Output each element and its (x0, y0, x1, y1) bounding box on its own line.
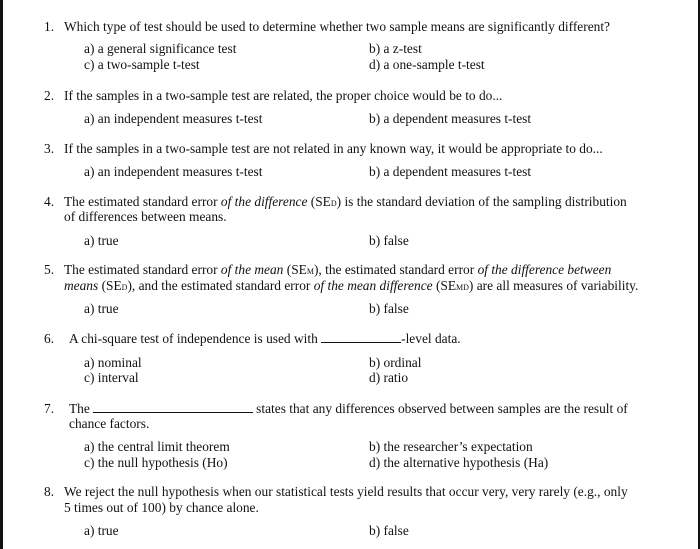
left-border (0, 0, 3, 549)
option-a[interactable]: a) the central limit theorem (84, 439, 230, 454)
question-text: If the samples in a two-sample test are related, the proper choice would be to do... (64, 88, 503, 103)
option-b[interactable]: b) ordinal (369, 355, 422, 370)
option-a[interactable]: a) a general significance test (84, 41, 237, 56)
subscript: MD (456, 283, 469, 292)
option-d[interactable]: d) a one-sample t-test (369, 57, 485, 72)
subscript: D (330, 199, 337, 208)
option-a[interactable]: a) true (84, 233, 119, 248)
question-text (64, 262, 611, 278)
text: The (69, 401, 94, 416)
question-number: 2. (44, 88, 55, 103)
option-b[interactable]: b) a dependent measures t-test (369, 111, 532, 126)
text: ) is the standard deviation of the sampling distribution (336, 194, 627, 209)
text: A chi-square test of independence is used with (69, 331, 322, 346)
question-text: If the samples in a two-sample test are not related in any known way, it would be appropriate to do... (64, 141, 603, 156)
italic-term: of the difference (220, 194, 308, 209)
option-c[interactable]: c) the null hypothesis (Ho) (84, 455, 228, 470)
question-text-cont (64, 278, 638, 294)
option-c[interactable]: c) a two-sample t-test (84, 57, 200, 72)
option-b[interactable]: b) false (369, 233, 409, 248)
option-a[interactable]: a) true (84, 301, 119, 316)
question-text-cont: 5 times out of 100) by chance alone. (64, 500, 259, 515)
fill-in-blank[interactable] (93, 401, 253, 413)
text: (SE (283, 262, 307, 277)
italic-term: of the mean difference (313, 278, 433, 293)
option-a[interactable]: a) true (84, 523, 119, 538)
question-text (69, 331, 461, 347)
question-text-cont: chance factors. (69, 416, 150, 431)
option-c[interactable]: c) interval (84, 370, 139, 385)
subscript: D (121, 283, 128, 292)
text: The estimated standard error (64, 262, 221, 277)
italic-term: of the difference between (477, 262, 612, 277)
text: (SE (432, 278, 457, 293)
subscript: M (306, 267, 314, 276)
option-a[interactable]: a) an independent measures t-test (84, 111, 263, 126)
italic-term: means (64, 278, 99, 293)
option-b[interactable]: b) a z-test (369, 41, 422, 56)
option-a[interactable]: a) nominal (84, 355, 142, 370)
question-number: 3. (44, 141, 55, 156)
fill-in-blank[interactable] (321, 331, 401, 343)
text: (SE (98, 278, 122, 293)
option-b[interactable]: b) false (369, 301, 409, 316)
text: ), and the estimated standard error (127, 278, 314, 293)
text: The estimated standard error (64, 194, 221, 209)
question-number: 1. (44, 19, 55, 34)
text: -level data. (401, 331, 461, 346)
question-number: 5. (44, 262, 55, 277)
option-d[interactable]: d) the alternative hypothesis (Ha) (369, 455, 549, 470)
question-text: Which type of test should be used to determine whether two sample means are significantly different? (64, 19, 610, 34)
question-text-cont: of differences between means. (64, 209, 227, 224)
option-b[interactable]: b) the researcher’s expectation (369, 439, 533, 454)
option-b[interactable]: b) a dependent measures t-test (369, 164, 532, 179)
option-d[interactable]: d) ratio (369, 370, 409, 385)
question-number: 4. (44, 194, 55, 209)
question-number: 8. (44, 484, 55, 499)
option-b[interactable]: b) false (369, 523, 409, 538)
text: ) are all measures of variability. (468, 278, 639, 293)
question-text (64, 194, 627, 210)
question-text (69, 401, 628, 417)
question-text: We reject the null hypothesis when our statistical tests yield results that occur very, very rarely (e.g., only (64, 484, 628, 499)
question-number: 7. (44, 401, 55, 416)
italic-term: of the mean (220, 262, 284, 277)
question-number: 6. (44, 331, 55, 346)
text: ), the estimated standard error (313, 262, 478, 277)
text: (SE (307, 194, 331, 209)
option-a[interactable]: a) an independent measures t-test (84, 164, 263, 179)
text: states that any differences observed between samples are the result of (256, 401, 628, 416)
